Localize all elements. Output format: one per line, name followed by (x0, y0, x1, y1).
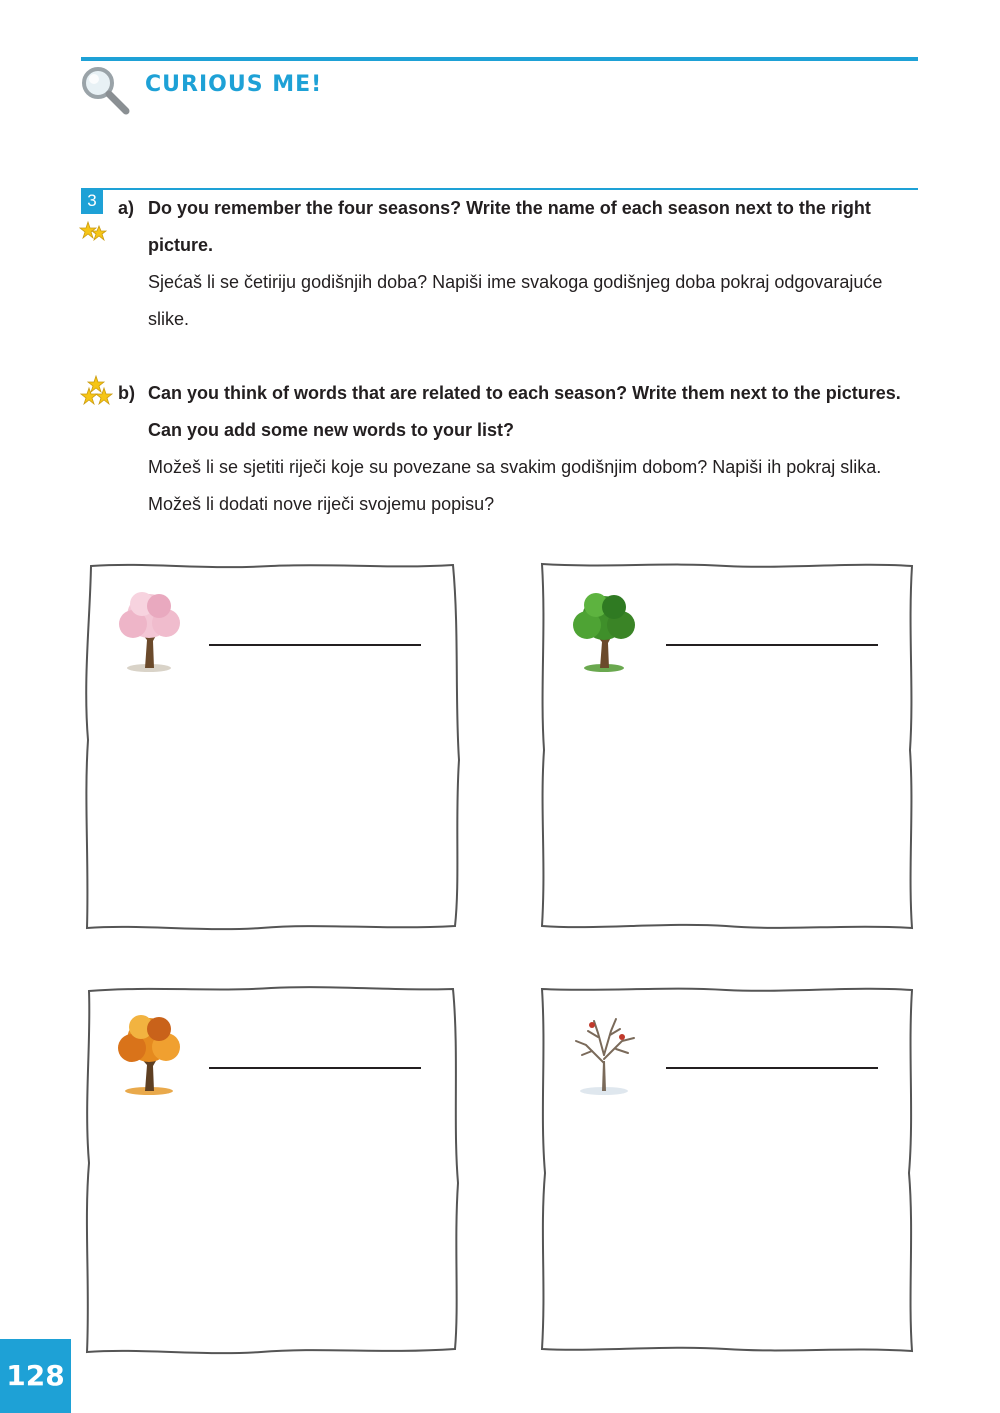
section-title: CURIOUS ME! (145, 72, 323, 97)
season-box-winter (536, 983, 916, 1355)
season-name-line[interactable] (209, 1067, 421, 1069)
part-b-label: b) (118, 383, 135, 403)
season-box-autumn (81, 983, 461, 1355)
green-tree-icon (564, 588, 644, 674)
part-b-instruction-hr: Možeš li se sjetiti riječi koje su povezane sa svakim godišnjim dobom? Napiši ih pokraj slika. Možeš li dodati nove riječi svojemu popisu? (148, 457, 882, 514)
part-b-instruction-en: Can you think of words that are related to each season? Write them next to the pictures. Can you add some new words to your list? (148, 383, 901, 440)
season-name-line[interactable] (209, 644, 421, 646)
part-a-instruction-hr: Sjećaš li se četiriju godišnjih doba? Napiši ime svakoga godišnjeg doba pokraj odgovarajuće slike. (148, 272, 883, 329)
bare-winter-tree-icon (564, 1011, 644, 1097)
autumn-tree-icon (109, 1011, 189, 1097)
two-stars-icon (79, 219, 107, 245)
exercise-number: 3 (81, 188, 103, 214)
blossom-tree-icon (109, 588, 189, 674)
season-box-spring (81, 560, 461, 932)
season-name-line[interactable] (666, 644, 878, 646)
header-rule (81, 57, 918, 61)
part-a-label: a) (118, 198, 135, 218)
magnifying-glass-icon (78, 64, 132, 116)
season-name-line[interactable] (666, 1067, 878, 1069)
three-stars-icon (80, 375, 113, 409)
page-number: 128 (0, 1339, 71, 1413)
part-a-instruction-en: Do you remember the four seasons? Write the name of each season next to the right picture. (148, 198, 871, 255)
season-box-summer (536, 560, 916, 932)
